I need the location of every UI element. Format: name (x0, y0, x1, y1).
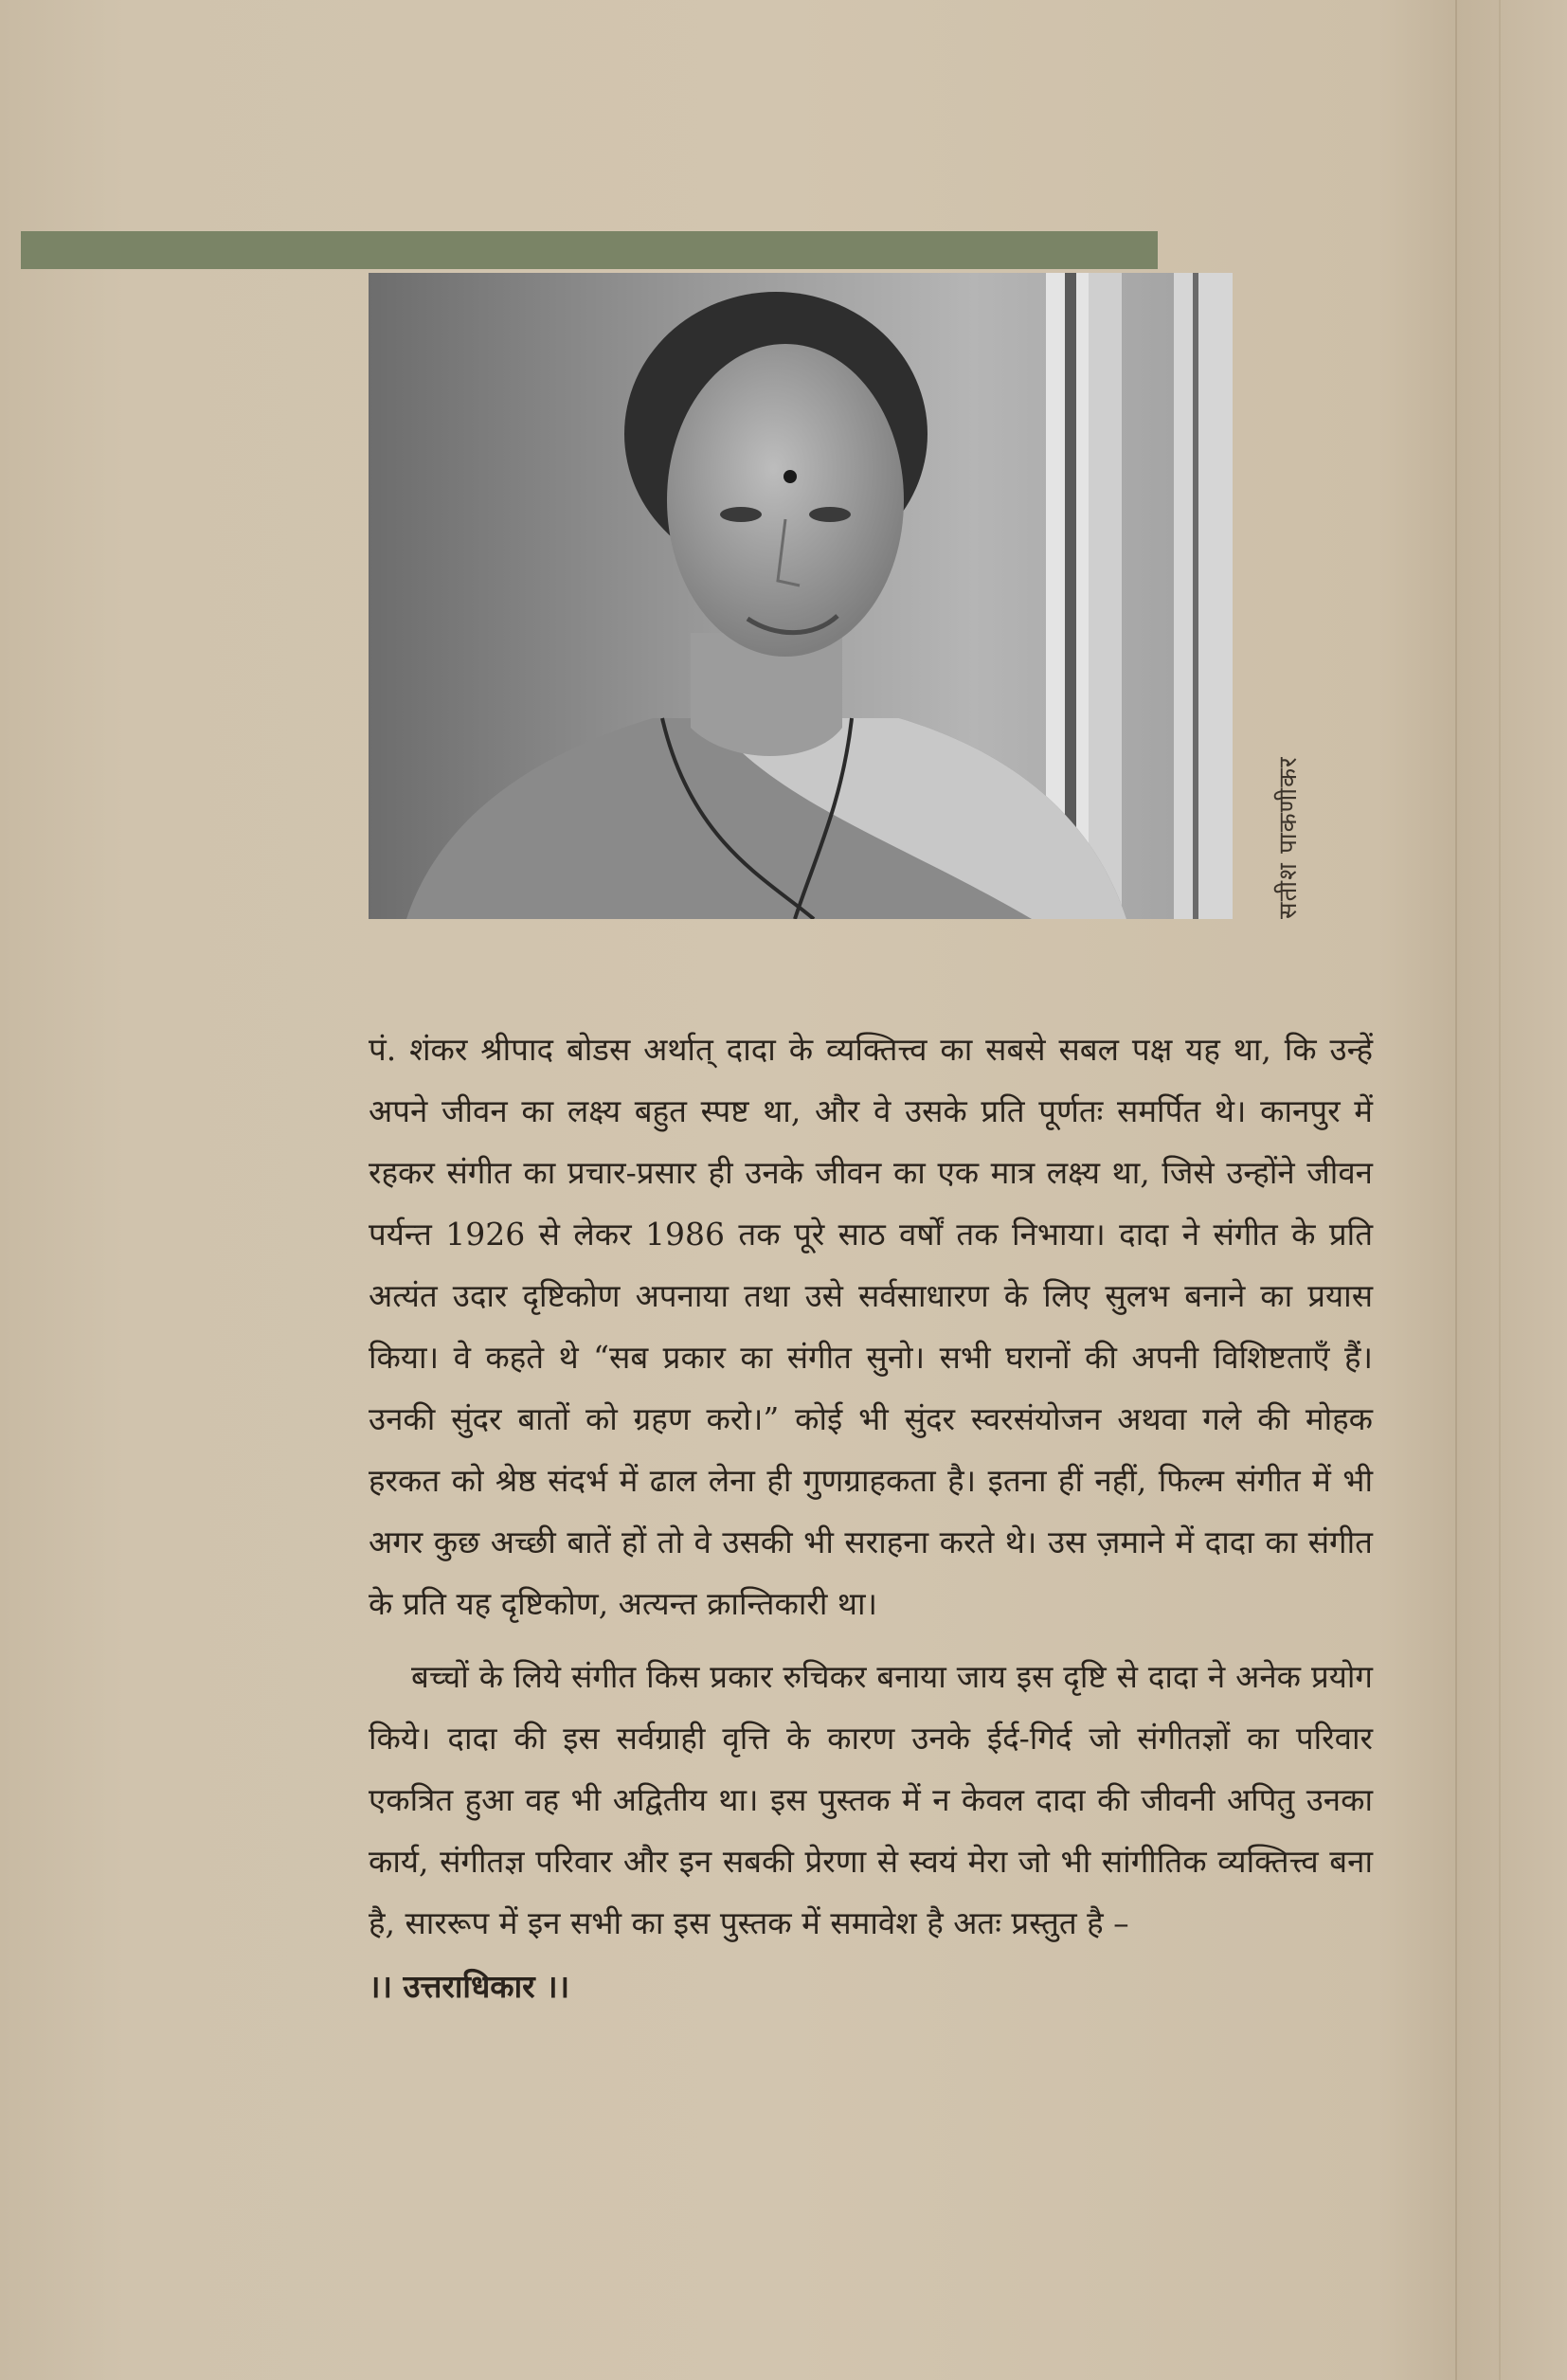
paragraph-1: पं. शंकर श्रीपाद बोडस अर्थात् दादा के व्यक्तित्त्व का सबसे सबल पक्ष यह था, कि उन्हें अपने जीवन का लक्ष्य बहुत स्पष्ट था, और वे उसके प्रति पूर्णतः समर्पित थे। कानपुर में रहकर संगीत का प्रचार-प्रसार ही उनके जीवन का एक मात्र लक्ष्य था, जिसे उन्होंने जीवन पर्यन्त 1926 से लेकर 1986 तक पूरे साठ वर्षों तक निभाया। दादा ने संगीत के प्रति अत्यंत उदार दृष्टिकोण अपनाया तथा उसे सर्वसाधारण के लिए सुलभ बनाने का प्रयास किया। वे कहते थे “सब प्रकार का संगीत सुनो। सभी घरानों की अपनी विशिष्टताएँ हैं। उनकी सुंदर बातों को ग्रहण करो।” कोई भी सुंदर स्वरसंयोजन अथवा गले की मोहक हरकत को श्रेष्ठ संदर्भ में ढाल लेना ही गुणग्राहकता है। इतना हीं नहीं, फिल्म संगीत में भी अगर कुछ अच्छी बातें हों तो वे उसकी भी सराहना करते थे। उस ज़माने में दादा का संगीत के प्रति यह दृष्टिकोण, अत्यन्त क्रान्तिकारी था। (369, 1031, 1373, 1622)
cover-text (369, 1019, 1373, 2017)
spine-crease (1455, 0, 1457, 2380)
photo-credit: सतीश पाकणीकर (1274, 756, 1303, 919)
paragraph-2: बच्चों के लिये संगीत किस प्रकार रुचिकर बनाया जाय इस दृष्टि से दादा ने अनेक प्रयोग किये। दादा की इस सर्वग्राही वृत्ति के कारण उनके ईर्द-गिर्द जो संगीतज्ञों का परिवार एकत्रित हुआ वह भी अद्वितीय था। इस पुस्तक में न केवल दादा की जीवनी अपितु उनका कार्य, संगीतज्ञ परिवार और इन सबकी प्रेरणा से स्वयं मेरा जो भी सांगीतिक व्यक्तित्त्व बना है, साररूप में इन सभी का इस पुस्तक में समावेश है अतः प्रस्तुत है – (369, 1658, 1373, 1941)
author-photo (369, 273, 1233, 919)
spine-crease (1499, 0, 1501, 2380)
accent-bar (21, 231, 1158, 269)
closing-title: ।। उत्तराधिकार ।। (369, 1968, 570, 2005)
